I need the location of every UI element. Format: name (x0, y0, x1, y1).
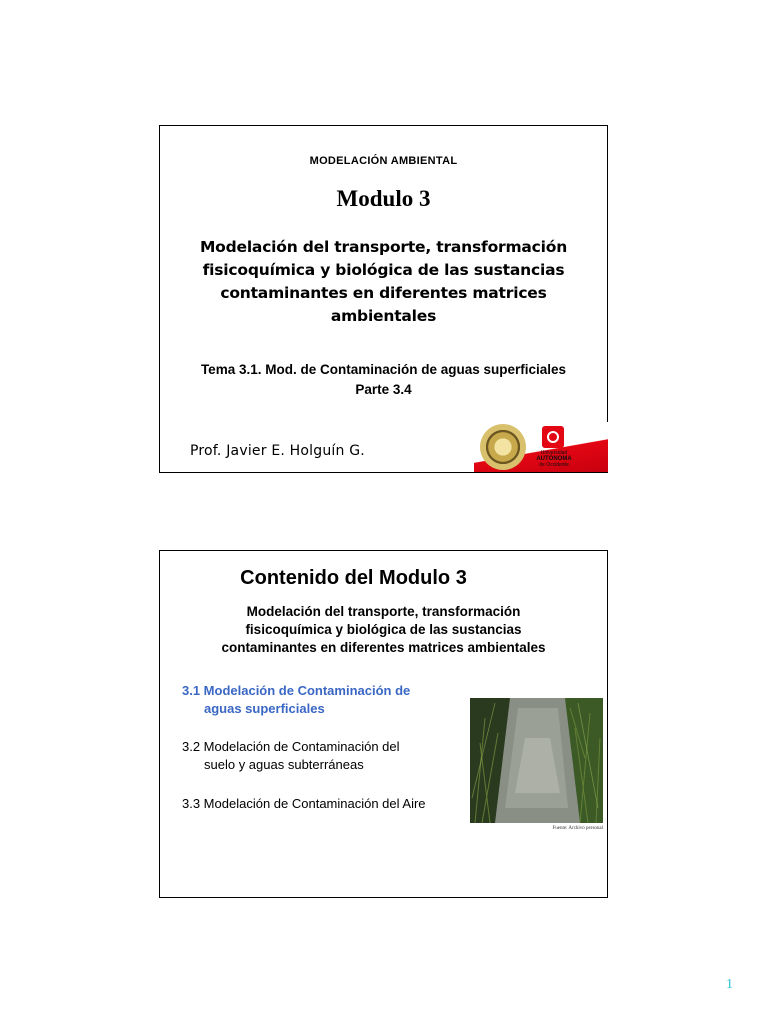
module-subtitle (180, 236, 587, 328)
logo-text-line: Universidad (540, 450, 568, 456)
item-line: aguas superficiales (204, 701, 325, 716)
module-title: Modulo 3 (336, 186, 431, 211)
contents-slide (159, 550, 608, 898)
contents-item (182, 682, 410, 718)
subtitle-line: contaminantes en diferentes matrices (220, 284, 547, 302)
page-number: 1 (726, 977, 733, 992)
title-slide (159, 125, 608, 473)
logo-text-line: de Occidente (539, 462, 569, 468)
subtitle-line: contaminantes en diferentes matrices ambientales (221, 640, 546, 655)
topic-line: Tema 3.1. Mod. de Contaminación de aguas superficiales (200, 362, 567, 377)
stream-photo (470, 698, 603, 823)
contents-item (182, 795, 426, 813)
topic-heading (160, 360, 607, 400)
university-seal-icon (480, 424, 526, 470)
item-line: 3.3 Modelación de Contaminación del Aire (182, 796, 426, 811)
contents-subtitle (160, 603, 607, 657)
uao-mark-icon (542, 426, 564, 448)
item-line: suelo y aguas subterráneas (204, 757, 364, 772)
contents-item (182, 738, 400, 774)
topic-line: Parte 3.4 (355, 382, 412, 397)
subtitle-line: fisicoquímica y biológica de las sustancias (202, 261, 565, 279)
contents-title: Contenido del Modulo 3 (240, 567, 467, 589)
subtitle-line: ambientales (330, 307, 437, 325)
item-line: 3.1 Modelación de Contaminación de (182, 683, 411, 698)
course-header: MODELACIÓN AMBIENTAL (309, 155, 458, 167)
subtitle-line: Modelación del transporte, transformación (246, 604, 521, 619)
photo-caption: Fuente: Archivo personal (552, 826, 603, 831)
item-line: 3.2 Modelación de Contaminación del (182, 739, 400, 754)
professor-name: Prof. Javier E. Holguín G. (190, 443, 365, 459)
subtitle-line: Modelación del transporte, transformación (199, 238, 568, 256)
subtitle-line: fisicoquímica y biológica de las sustancias (245, 622, 522, 637)
uao-logo-text (536, 450, 572, 468)
logo-text-line: AUTÓNOMA (536, 456, 572, 462)
university-logos (474, 422, 608, 472)
uao-logo (536, 424, 572, 468)
